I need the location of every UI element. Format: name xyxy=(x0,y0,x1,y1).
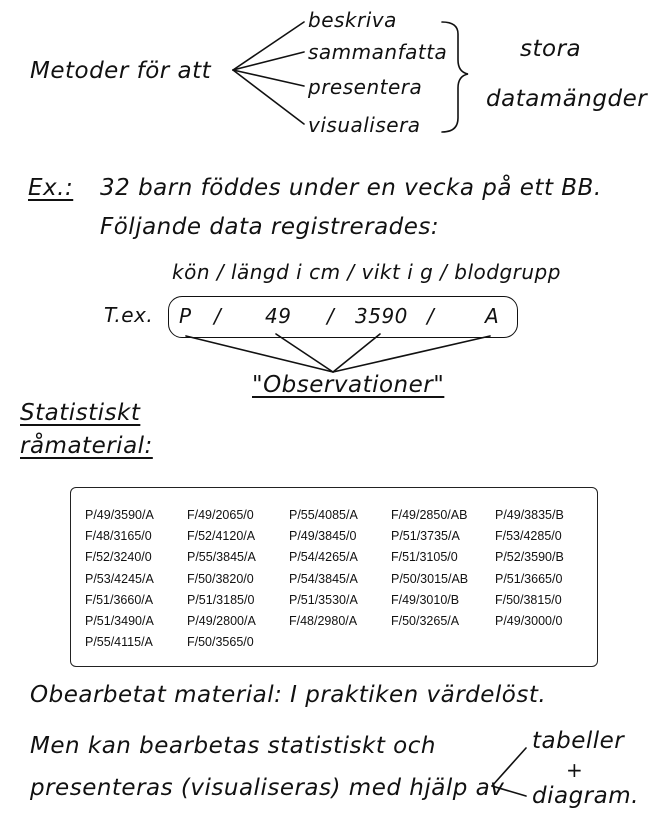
raw-data-grid xyxy=(85,505,595,653)
observations-label: "Observationer" xyxy=(252,372,445,398)
data-cell: F/48/2980/A xyxy=(289,613,358,628)
example-label: Ex.: xyxy=(28,175,74,201)
plus-sign: + xyxy=(566,758,584,782)
data-cell: P/51/3490/A xyxy=(85,613,154,628)
obs-line-2 xyxy=(276,334,333,372)
object-datamangder: datamängder xyxy=(486,86,648,112)
data-cell: F/49/3010/B xyxy=(391,592,460,607)
fan-line-beskriva xyxy=(233,22,304,70)
obs-line-1 xyxy=(186,336,333,372)
raw-title-line-1: Statistiskt xyxy=(20,400,141,426)
data-cell: F/49/2850/AB xyxy=(391,508,468,522)
data-cell: P/54/3845/A xyxy=(289,571,358,586)
sample-sex: P xyxy=(179,304,192,328)
data-cell: P/54/4265/A xyxy=(289,550,358,565)
data-cell: P/51/3665/0 xyxy=(495,571,563,586)
data-cell: F/51/3105/0 xyxy=(391,550,458,565)
data-cell: P/49/3835/B xyxy=(495,508,564,522)
data-cell: F/49/2065/0 xyxy=(187,508,254,522)
raw-data-box xyxy=(70,487,598,667)
verb-presentera: presentera xyxy=(308,75,423,99)
data-cell: F/50/3265/A xyxy=(391,613,460,628)
field-names: kön / längd i cm / vikt i g / blodgrupp xyxy=(172,260,561,284)
example-line-2: Följande data registrerades: xyxy=(100,214,440,240)
fan-line-sammanfatta xyxy=(233,52,304,70)
sample-length: 49 xyxy=(265,304,292,328)
sample-bloodgroup: A xyxy=(485,304,500,328)
methods-lead: Metoder för att xyxy=(30,58,212,84)
data-cell: F/50/3565/0 xyxy=(187,635,254,650)
data-cell: P/55/4085/A xyxy=(289,508,358,522)
option-diagram: diagram. xyxy=(532,783,639,809)
data-cell: P/55/4115/A xyxy=(85,635,153,650)
data-cell: F/51/3660/A xyxy=(85,592,154,607)
data-cell: F/50/3820/0 xyxy=(187,571,254,586)
data-cell: P/50/3015/AB xyxy=(391,571,469,586)
data-cell: P/53/4245/A xyxy=(85,571,154,586)
sample-sep-1: / xyxy=(214,304,222,328)
option-tabeller: tabeller xyxy=(532,728,625,754)
conclusion-line-3: presenteras (visualiseras) med hjälp av xyxy=(30,775,505,801)
conclusion-line-1: Obearbetat material: I praktiken värdelöst. xyxy=(30,682,547,708)
example-line-1: 32 barn föddes under en vecka på ett BB. xyxy=(100,175,602,201)
conclusion-line-2: Men kan bearbetas statistiskt och xyxy=(30,733,436,759)
object-stora: stora xyxy=(520,36,582,62)
data-cell: P/51/3530/A xyxy=(289,592,358,607)
raw-title-line-2: råmaterial: xyxy=(20,433,153,459)
data-cell: F/48/3165/0 xyxy=(85,529,152,544)
data-cell: F/53/4285/0 xyxy=(495,529,562,544)
sample-weight: 3590 xyxy=(355,304,408,328)
data-cell: P/49/3590/A xyxy=(85,508,154,522)
data-cell: P/55/3845/A xyxy=(187,550,256,565)
verb-visualisera: visualisera xyxy=(308,113,421,137)
curly-brace xyxy=(442,22,468,132)
data-cell: P/52/3590/B xyxy=(495,550,564,565)
sample-observation xyxy=(168,296,518,338)
obs-line-4 xyxy=(333,336,490,372)
data-cell: P/49/2800/A xyxy=(187,613,256,628)
data-cell: F/52/4120/A xyxy=(187,529,256,544)
data-cell: P/51/3735/A xyxy=(391,529,460,544)
data-cell: P/49/3845/0 xyxy=(289,529,357,544)
verb-beskriva: beskriva xyxy=(308,8,397,32)
tex-label: T.ex. xyxy=(104,303,154,327)
data-cell: P/49/3000/0 xyxy=(495,613,563,628)
data-cell: F/50/3815/0 xyxy=(495,592,562,607)
data-cell: F/52/3240/0 xyxy=(85,550,152,565)
sample-sep-2: / xyxy=(327,304,335,328)
sample-sep-3: / xyxy=(427,304,435,328)
data-cell: P/51/3185/0 xyxy=(187,592,255,607)
verb-sammanfatta: sammanfatta xyxy=(308,40,448,64)
